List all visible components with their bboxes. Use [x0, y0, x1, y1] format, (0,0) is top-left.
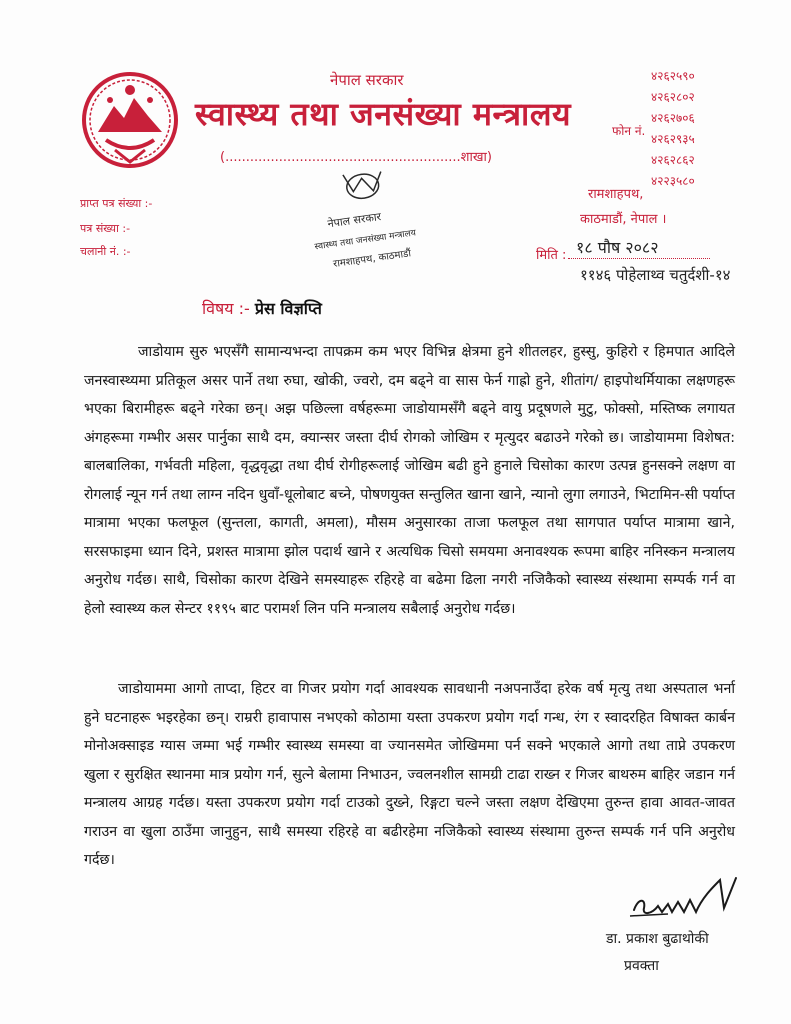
ministry-title: स्वास्थ्य तथा जनसंख्या मन्त्रालय — [195, 95, 572, 133]
nepal-emblem — [80, 70, 180, 170]
signatory-name: डा. प्रकाश बुढाथोकी — [606, 931, 709, 947]
phone-numbers — [651, 66, 695, 192]
body-paragraph-1: जाडोयाम सुरु भएसँगै सामान्यभन्दा तापक्रम कम भएर विभिन्न क्षेत्रमा हुने शीतलहर, हुस्सु, कुहिरो र हिमपात आदिले जनस्वास्थ्यमा प्रतिकूल असर पार्ने तथा रुघा, खोकी, ज्वरो, दम बढ्ने वा सास फेर्न गाह्रो हुने, शीतांग/ हाइपोथर्मियाका लक्षणहरू भएका बिरामीहरू बढ्ने गरेका छन्। अझ पछिल्ला वर्षहरूमा जाडोयामसँगै बढ्ने वायु प्रदूषणले मुटु, फोक्सो, मस्तिष्क लगायत अंगहरूमा गम्भीर असर पार्नुका साथै दम, क्यान्सर जस्ता दीर्घ रोगको जोखिम र मृत्युदर बढाउने गरेको छ। जाडोयाममा विशेषत: बालबालिका, गर्भवती महिला, वृद्धवृद्धा तथा दीर्घ रोगीहरूलाई जोखिम बढी हुने हुनाले चिसोका कारण उत्पन्न हुनसक्ने लक्षण वा रोगलाई न्यून गर्न तथा लाग्न नदिन धुवाँ-धूलोबाट बच्ने, पोषणयुक्त सन्तुलित खाना खाने, न्यानो लुगा लगाउने, भिटामिन-सी पर्याप्त मात्रामा भएका फलफूल (सुन्तला, कागती, अमला), मौसम अनुसारका ताजा फलफूल तथा सागपात पर्याप्त मात्रामा खाने, सरसफाइमा ध्यान दिने, प्रशस्त मात्रामा झोल पदार्थ खाने र अत्यधिक चिसो समयमा अनावश्यक रूपमा बाहिर ननिस्कन मन्त्रालय अनुरोध गर्दछ। साथै, चिसोका कारण देखिने समस्याहरू रहिरहे वा बढेमा ढिला नगरी नजिकैको स्वास्थ्य संस्थामा सम्पर्क गर्न वा हेलो स्वास्थ्य कल सेन्टर ११९५ बाट परामर्श लिन पनि मन्त्रालय सबैलाई अनुरोध गर्दछ। — [84, 344, 735, 617]
subject-line — [202, 297, 322, 319]
subject-label: विषय :- — [202, 299, 250, 318]
phone-label: फोन नं. — [612, 124, 646, 138]
lunar-date: ११४६ पोहेलाथ्व चतुर्दशी-१४ — [580, 266, 731, 284]
date-label: मिति : — [536, 248, 567, 263]
date-value: १८ पौष २०८२ — [576, 238, 659, 257]
government-label: नेपाल सरकार — [330, 71, 404, 89]
phone-number: ४२६२८०२ — [651, 90, 695, 104]
stamp-line: स्वास्थ्य तथा जनसंख्या मन्त्रालय — [314, 228, 417, 253]
ministry-stamp — [298, 164, 436, 284]
branch-line: (.........................................................शाखा) — [220, 150, 492, 165]
handwritten-signature — [628, 868, 740, 928]
phone-number: ४२६२८६२ — [651, 153, 695, 167]
subject-value: प्रेस विज्ञप्ति — [254, 299, 322, 318]
phone-number: ४२६२९३५ — [651, 132, 695, 146]
stamp-line: नेपाल सरकार — [326, 210, 382, 231]
stamp-line: रामशाहपथ, काठमाडौं — [332, 248, 412, 271]
phone-number: ४२२३५८० — [651, 174, 695, 188]
signatory-role: प्रवक्ता — [624, 958, 659, 974]
ref-received-letter-no: प्राप्त पत्र संख्या :- — [80, 197, 153, 210]
address-line-2: काठमाडौं, नेपाल । — [580, 212, 667, 227]
ref-dispatch-no: चलानी नं. :- — [80, 245, 131, 258]
date-underline — [568, 258, 710, 259]
phone-number: ४२६२७०६ — [651, 111, 695, 125]
phone-number: ४२६२५९० — [651, 69, 695, 83]
ref-letter-no: पत्र संख्या :- — [80, 222, 131, 235]
body-paragraph-2: जाडोयाममा आगो ताप्दा, हिटर वा गिजर प्रयोग गर्दा आवश्यक सावधानी नअपनाउँदा हरेक वर्ष मृत्यु तथा अस्पताल भर्ना हुने घटनाहरू भइरहेका छन्। राम्ररी हावापास नभएको कोठामा यस्ता उपकरण प्रयोग गर्दा गन्ध, रंग र स्वादरहित विषाक्त कार्बन मोनोअक्साइड ग्यास जम्मा भई गम्भीर स्वास्थ्य समस्या वा ज्यानसमेत जोखिममा पर्न सक्ने भएकाले आगो तथा ताप्ने उपकरण खुला र सुरक्षित स्थानमा मात्र प्रयोग गर्न, सुत्ने बेलामा निभाउन, ज्वलनशील सामग्री टाढा राख्न र गिजर बाथरुम बाहिर जडान गर्न मन्त्रालय आग्रह गर्दछ। यस्ता उपकरण प्रयोग गर्दा टाउको दुख्ने, रिङ्गटा चल्ने जस्ता लक्षण देखिएमा तुरुन्त हावा आवत-जावत गराउन वा खुला ठाउँमा जानुहुन, साथै समस्या रहिरहे वा बढीरहेमा नजिकैको स्वास्थ्य संस्थामा तुरुन्त सम्पर्क गर्न पनि अनुरोध गर्दछ। — [84, 681, 735, 868]
address-line-1: रामशाहपथ, — [588, 187, 644, 202]
